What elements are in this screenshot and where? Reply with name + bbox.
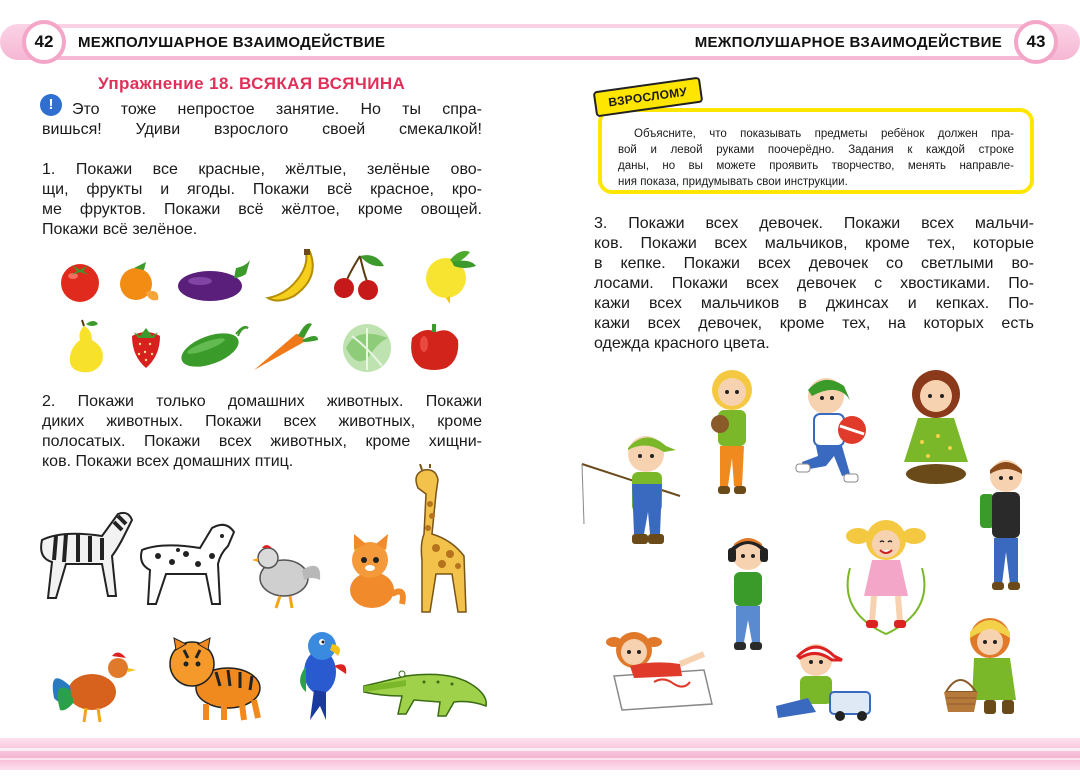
tangerine-icon[interactable]	[116, 258, 164, 304]
adult-note-line: ния показа, придумывать свои инструкции.	[618, 176, 848, 188]
running-boy-with-ball-icon[interactable]	[790, 370, 876, 496]
boy-with-toy-car-icon[interactable]	[768, 636, 874, 724]
task-3-line: одежда красного цвета.	[594, 335, 770, 352]
task-1-line: ме фруктов. Покажи всё жёлтое, кроме овощей.	[42, 201, 482, 218]
giraffe-icon[interactable]	[402, 464, 482, 616]
task-3-line: лосами. Покажи всех девочек с хвостиками. По-	[594, 275, 1034, 292]
zebra-icon[interactable]	[32, 500, 138, 604]
task-2-line: диких животных. Покажи всех животных, кроме	[42, 413, 482, 430]
intro-paragraph	[42, 100, 482, 140]
task-2-line: полосатых. Покажи всех животных, кроме хищни-	[42, 433, 482, 450]
pear-icon[interactable]	[64, 318, 112, 374]
header-title-right: МЕЖПОЛУШАРНОЕ ВЗАИМОДЕЙСТВИЕ	[694, 34, 1002, 51]
task-3-line: ков. Покажи всех мальчиков, кроме тех, которые	[594, 235, 1034, 252]
task-2-line: ков. Покажи всех домашних птиц.	[42, 453, 294, 470]
page-number-right: 43	[1014, 20, 1058, 64]
adult-note-box	[598, 108, 1034, 194]
bell-pepper-icon[interactable]	[406, 322, 462, 372]
girl-with-teddy-icon[interactable]	[700, 362, 768, 496]
header-title-left: МЕЖПОЛУШАРНОЕ ВЗАИМОДЕЙСТВИЕ	[78, 34, 386, 51]
carrot-icon[interactable]	[250, 318, 320, 374]
task-3-line: кажи всех девочек, кроме тех, на которых есть	[594, 315, 1034, 332]
task-3-line: кажи всех мальчиков в джинсах и кепках. По-	[594, 295, 1034, 312]
dalmatian-icon[interactable]	[134, 516, 238, 608]
tomato-icon[interactable]	[56, 256, 104, 304]
eggplant-icon[interactable]	[176, 256, 254, 304]
task-2-paragraph	[42, 392, 482, 472]
task-1-paragraph	[42, 160, 482, 240]
intro-line: вишься! Удиви взрослого своей смекалкой!	[42, 121, 482, 138]
right-page	[540, 0, 1080, 783]
turnip-icon[interactable]	[420, 246, 478, 306]
intro-line: Это тоже непростое занятие. Но ты спра-	[72, 101, 482, 118]
page-number-left: 42	[22, 20, 66, 64]
task-1-line: Покажи всё зелёное.	[42, 221, 198, 238]
task-1-line: щи, фрукты и ягоды. Покажи всё красное, кро-	[42, 181, 482, 198]
footer-bar	[0, 738, 1080, 770]
exclamation-icon: !	[40, 94, 62, 116]
strawberry-icon[interactable]	[128, 322, 164, 372]
hen-icon[interactable]	[246, 540, 326, 610]
rooster-icon[interactable]	[46, 646, 138, 726]
parrot-icon[interactable]	[292, 626, 352, 722]
task-3-line: 3. Покажи всех девочек. Покажи всех мальчи-	[594, 215, 1034, 232]
drawing-girl-icon[interactable]	[594, 620, 714, 712]
adult-note-line: Объясните, что показывать предметы ребёнок должен пра-	[634, 128, 1014, 140]
sitting-girl-icon[interactable]	[898, 362, 978, 488]
kitten-icon[interactable]	[336, 530, 406, 612]
tiger-icon[interactable]	[166, 630, 272, 722]
fishing-boy-icon[interactable]	[580, 424, 700, 564]
jump-rope-girl-icon[interactable]	[842, 512, 930, 638]
banana-icon[interactable]	[264, 248, 322, 306]
boy-with-backpack-icon[interactable]	[972, 452, 1040, 592]
task-3-paragraph	[594, 214, 1034, 354]
task-1-line: 1. Покажи все красные, жёлтые, зелёные ово-	[42, 161, 482, 178]
adult-note-line: вой и левой руками поочерёдно. Задания к каждой строке	[618, 144, 1014, 156]
task-3-line: в кепке. Покажи всех девочек со светлыми во-	[594, 255, 1034, 272]
cabbage-icon[interactable]	[338, 318, 396, 374]
cucumber-icon[interactable]	[178, 318, 250, 370]
adult-note-tag: ВЗРОСЛОМУ	[593, 77, 703, 118]
cherries-icon[interactable]	[330, 252, 388, 300]
exercise-title: Упражнение 18. ВСЯКАЯ ВСЯЧИНА	[98, 74, 406, 93]
girl-with-basket-icon[interactable]	[944, 608, 1026, 720]
adult-note-line: даны, но вы можете проявить творчество, менять направле-	[618, 160, 1014, 172]
task-2-line: 2. Покажи только домашних животных. Покажи	[42, 393, 482, 410]
boy-with-headphones-icon[interactable]	[716, 530, 782, 652]
crocodile-icon[interactable]	[362, 656, 492, 720]
